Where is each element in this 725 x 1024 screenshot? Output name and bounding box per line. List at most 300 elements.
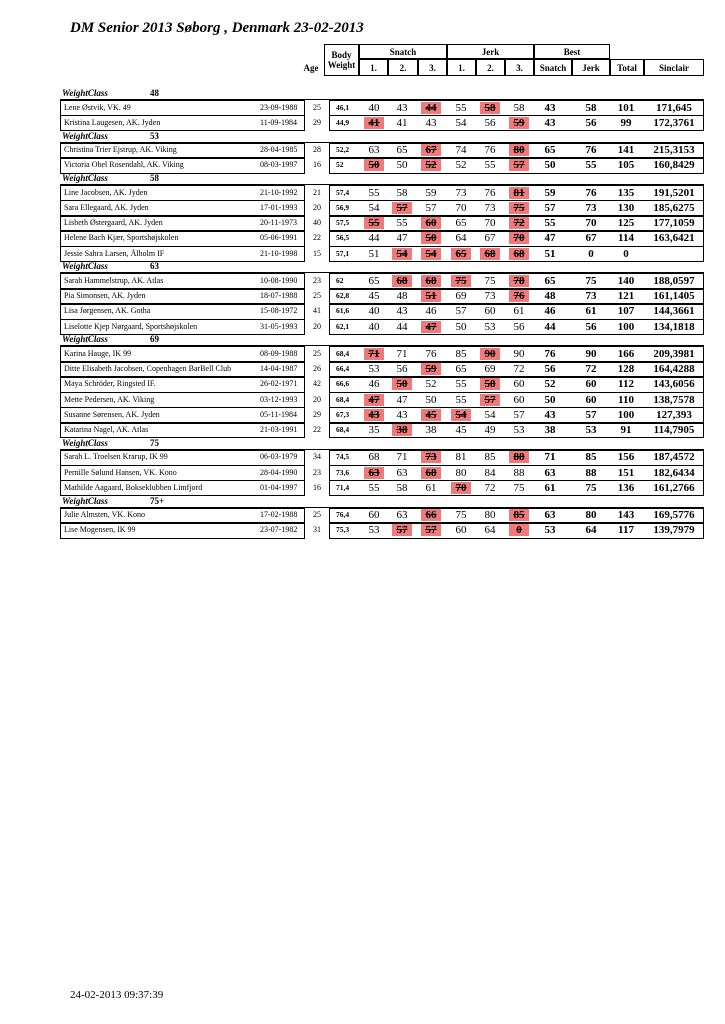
body-weight-header: Body Weight xyxy=(324,44,359,76)
weight-class-heading xyxy=(62,88,159,98)
best-snatch: 52 xyxy=(544,378,556,391)
sinclair: 161,2766 xyxy=(653,481,695,494)
total: 143 xyxy=(617,509,635,521)
snatch-attempt-3: 66 xyxy=(421,509,441,521)
birth-date: 03-12-1993 xyxy=(260,394,298,404)
lifter-age: 22 xyxy=(313,425,321,434)
sinclair: 134,1818 xyxy=(653,320,695,333)
birth-date: 08-09-1988 xyxy=(260,348,298,358)
body-weight: 67,3 xyxy=(336,409,350,419)
snatch-attempt-1: 55 xyxy=(364,217,384,229)
best-jerk: 73 xyxy=(585,201,597,214)
body-weight: 56,9 xyxy=(336,202,350,212)
jerk-attempt-1: 69 xyxy=(455,290,467,302)
sinclair: 163,6421 xyxy=(653,232,695,245)
jerk-attempt-1: 75 xyxy=(455,509,467,521)
jerk-attempt-1: 54 xyxy=(455,116,467,129)
body-weight: 52 xyxy=(336,160,344,170)
best-jerk: 70 xyxy=(585,217,597,229)
snatch-attempt-3: 52 xyxy=(421,159,441,171)
best-jerk-header: Jerk xyxy=(572,59,610,76)
total: 100 xyxy=(617,320,635,333)
weight-class-heading xyxy=(62,130,159,141)
sinclair: 161,1405 xyxy=(653,290,695,302)
body-weight: 74,5 xyxy=(336,452,350,462)
weight-class-heading xyxy=(62,437,159,448)
best-snatch: 50 xyxy=(544,393,556,406)
snatch-attempt-2: 71 xyxy=(396,347,408,360)
total: 114 xyxy=(618,232,634,245)
body-weight: 62 xyxy=(336,275,344,285)
birth-date: 21-10-1992 xyxy=(260,187,298,197)
lifter-name: Sarah L. Troelsen Krarup, IK 99 xyxy=(64,452,168,462)
snatch-attempt-3: 50 xyxy=(425,393,437,406)
snatch-attempt-3: 38 xyxy=(425,424,437,436)
best-jerk: 56 xyxy=(585,116,597,129)
snatch-attempt-2: 47 xyxy=(396,393,408,406)
lifter-age: 34 xyxy=(313,452,321,462)
snatch-attempt-3: 61 xyxy=(425,481,437,494)
body-weight: 46,1 xyxy=(336,102,350,112)
snatch-header: Snatch xyxy=(359,44,447,59)
jerk-attempt-1: 64 xyxy=(455,232,467,245)
jerk-attempt-3: 75 xyxy=(509,202,529,214)
body-weight: 52,2 xyxy=(336,145,350,154)
lifter-name: Susanne Sørensen, AK. Jyden xyxy=(64,409,160,419)
body-weight: 66,4 xyxy=(336,364,350,373)
lifter-name: Lise Mogensen, IK 99 xyxy=(64,525,136,535)
snatch-attempt-1: 53 xyxy=(368,363,380,375)
birth-date: 23-07-1982 xyxy=(260,525,298,535)
total: 156 xyxy=(617,451,635,464)
snatch-attempt-1: 41 xyxy=(364,117,384,129)
lifter-name: Lisa Jørgensen, AK. Gotha xyxy=(64,306,151,316)
best-jerk: 64 xyxy=(585,524,597,537)
jerk-attempt-1: 81 xyxy=(455,451,467,464)
snatch-attempt-3: 57 xyxy=(425,201,437,214)
lifter-age: 20 xyxy=(313,394,321,404)
lifter-age: 42 xyxy=(313,379,321,389)
body-weight: 73,6 xyxy=(336,467,350,477)
jerk-attempt-2: 64 xyxy=(484,524,496,537)
jerk-attempt-2: 76 xyxy=(484,186,496,199)
snatch-attempt-2: 48 xyxy=(396,290,408,302)
snatch-attempt-3: 46 xyxy=(425,305,437,318)
jerk-attempt-2: 76 xyxy=(484,144,496,156)
birth-date: 18-07-1988 xyxy=(260,291,298,300)
lifter-name: Christina Trier Ejstrup, AK. Viking xyxy=(64,145,177,154)
jerk-attempt-1: 74 xyxy=(455,144,467,156)
best-jerk: 60 xyxy=(585,393,597,406)
total-header: Total xyxy=(610,59,644,76)
snatch-attempt-2: 55 xyxy=(396,217,408,229)
sinclair: 114,7905 xyxy=(653,424,695,436)
jerk-attempt-1: 65 xyxy=(451,248,471,260)
snatch-attempt-1: 43 xyxy=(364,409,384,421)
lifter-name: Jessie Sahra Larsen, Ålholm IF xyxy=(64,248,165,258)
lifter-name: Mette Pedersen, AK. Viking xyxy=(64,394,155,404)
lifter-age: 29 xyxy=(313,409,321,419)
total: 141 xyxy=(617,144,635,156)
snatch-attempt-3: 54 xyxy=(421,248,441,260)
snatch-attempt-2: 43 xyxy=(396,305,408,318)
best-snatch: 63 xyxy=(544,509,556,521)
best-snatch: 48 xyxy=(544,290,556,302)
jerk-attempt-3: 53 xyxy=(513,424,525,436)
best-jerk: 53 xyxy=(585,424,597,436)
snatch-attempt-3: 76 xyxy=(425,347,437,360)
lifter-name: Pernille Sølund Hansen, VK. Kono xyxy=(64,467,177,477)
jerk-attempt-1: 85 xyxy=(455,347,467,360)
best-jerk: 72 xyxy=(585,363,597,375)
best-jerk: 90 xyxy=(585,347,597,360)
total: 107 xyxy=(617,305,635,318)
jerk-attempt-2: 73 xyxy=(484,290,496,302)
jerk-attempt-2: 55 xyxy=(484,159,496,172)
weight-class-heading xyxy=(62,334,159,345)
jerk-attempt-3: 78 xyxy=(509,275,529,287)
jerk-attempt-3: 56 xyxy=(513,320,525,333)
birth-date: 01-04-1997 xyxy=(260,482,298,492)
body-weight: 44,9 xyxy=(336,117,350,127)
jerk-attempt-3: 60 xyxy=(513,393,525,406)
weight-class-value: 75+ xyxy=(150,495,165,506)
best-header: Best xyxy=(534,44,610,59)
total: 136 xyxy=(617,481,635,494)
weight-class-label: WeightClass xyxy=(62,437,108,448)
jerk-attempt-3: 76 xyxy=(509,290,529,302)
jerk-attempt-3: 75 xyxy=(513,481,525,494)
lifter-age: 23 xyxy=(313,467,321,477)
body-weight: 62,8 xyxy=(336,291,350,300)
body-weight: 57,1 xyxy=(336,248,350,258)
birth-date: 28-04-1990 xyxy=(260,467,298,477)
best-snatch: 38 xyxy=(544,424,556,436)
best-jerk: 61 xyxy=(585,305,597,318)
lifter-name: Lisbeth Østergaard, AK. Jyden xyxy=(64,218,163,227)
total: 125 xyxy=(617,217,635,229)
best-snatch: 65 xyxy=(544,144,556,156)
snatch-attempt-1: 40 xyxy=(368,320,380,333)
best-snatch: 44 xyxy=(544,320,556,333)
total: 99 xyxy=(620,116,632,129)
snatch-attempt-3: 43 xyxy=(425,116,437,129)
snatch-attempt-2: 54 xyxy=(392,248,412,260)
snatch-3-header: 3. xyxy=(418,59,447,76)
jerk-attempt-1: 45 xyxy=(455,424,467,436)
snatch-attempt-2: 41 xyxy=(396,116,408,129)
sinclair: 191,5201 xyxy=(653,186,695,199)
snatch-attempt-1: 55 xyxy=(368,481,380,494)
birth-date: 06-03-1979 xyxy=(260,452,298,462)
jerk-attempt-3: 90 xyxy=(513,347,525,360)
jerk-attempt-2: 53 xyxy=(484,320,496,333)
jerk-attempt-2: 67 xyxy=(484,232,496,245)
jerk-attempt-2: 72 xyxy=(484,481,496,494)
lifter-name: Katarina Nagel, AK. Atlas xyxy=(64,425,149,434)
snatch-attempt-2: 58 xyxy=(396,481,408,494)
lifter-age: 25 xyxy=(313,348,321,358)
best-snatch: 43 xyxy=(544,101,556,114)
birth-date: 15-08-1972 xyxy=(260,306,298,316)
total: 112 xyxy=(618,378,634,391)
birth-date: 31-05-1993 xyxy=(260,321,298,331)
lifter-age: 26 xyxy=(313,364,321,373)
jerk-attempt-2: 84 xyxy=(484,466,496,479)
snatch-attempt-2: 58 xyxy=(396,186,408,199)
total: 101 xyxy=(617,101,635,114)
lifter-age: 41 xyxy=(313,306,321,316)
best-jerk: 76 xyxy=(585,144,597,156)
snatch-attempt-1: 51 xyxy=(368,247,380,260)
jerk-attempt-3: 88 xyxy=(513,466,525,479)
best-snatch: 61 xyxy=(544,481,556,494)
snatch-attempt-2: 50 xyxy=(396,159,408,172)
weight-class-value: 48 xyxy=(150,88,159,98)
jerk-attempt-3: 61 xyxy=(513,305,525,318)
snatch-attempt-1: 65 xyxy=(368,274,380,287)
jerk-attempt-3: 70 xyxy=(509,232,529,244)
snatch-attempt-3: 45 xyxy=(421,409,441,421)
birth-date: 17-01-1993 xyxy=(260,202,298,212)
best-snatch: 47 xyxy=(544,232,556,245)
snatch-attempt-2: 47 xyxy=(396,232,408,245)
sinclair: 171,645 xyxy=(656,101,692,114)
birth-date: 28-04-1985 xyxy=(260,145,298,154)
snatch-attempt-1: 63 xyxy=(364,467,384,479)
total: 105 xyxy=(617,159,635,172)
best-jerk: 75 xyxy=(585,274,597,287)
snatch-attempt-3: 68 xyxy=(421,467,441,479)
sinclair: 177,1059 xyxy=(653,217,695,229)
weight-class-label: WeightClass xyxy=(62,334,108,345)
lifter-age: 23 xyxy=(313,275,321,285)
body-weight: 68,4 xyxy=(336,394,350,404)
jerk-attempt-1: 65 xyxy=(455,217,467,229)
weight-class-label: WeightClass xyxy=(62,130,108,141)
jerk-attempt-3: 85 xyxy=(509,509,529,521)
snatch-attempt-1: 50 xyxy=(364,159,384,171)
snatch-attempt-1: 40 xyxy=(368,305,380,318)
body-weight: 68,4 xyxy=(336,425,350,434)
snatch-attempt-3: 51 xyxy=(421,290,441,302)
body-weight: 61,6 xyxy=(336,306,350,316)
sinclair: 185,6275 xyxy=(653,201,695,214)
jerk-attempt-2: 57 xyxy=(480,394,500,406)
sinclair: 182,6434 xyxy=(653,466,695,479)
lifter-name: Kristina Laugesen, AK. Jyden xyxy=(64,117,161,127)
lifter-name: Line Jacobsen, AK. Jyden xyxy=(64,187,148,197)
lifter-name: Liselotte Kjep Nørgaard, Sportshøjskolen xyxy=(64,321,198,331)
lifter-name: Sara Ellegaard, AK. Jyden xyxy=(64,202,149,212)
total: 166 xyxy=(617,347,635,360)
sinclair: 164,4288 xyxy=(653,363,695,375)
weight-class-value: 58 xyxy=(150,173,159,183)
jerk-2-header: 2. xyxy=(476,59,505,76)
best-jerk: 73 xyxy=(585,290,597,302)
jerk-attempt-1: 55 xyxy=(455,101,467,114)
snatch-attempt-3: 59 xyxy=(425,186,437,199)
snatch-attempt-3: 50 xyxy=(421,232,441,244)
snatch-attempt-2: 57 xyxy=(392,202,412,214)
sinclair: 169,5776 xyxy=(653,509,695,521)
sinclair: 138,7578 xyxy=(653,393,695,406)
weight-class-heading xyxy=(62,495,165,506)
body-weight: 57,5 xyxy=(336,218,350,227)
lifter-age: 25 xyxy=(313,102,321,112)
birth-date: 14-04-1987 xyxy=(260,364,298,373)
jerk-attempt-2: 70 xyxy=(484,217,496,229)
best-snatch: 71 xyxy=(544,451,556,464)
best-jerk: 76 xyxy=(585,186,597,199)
snatch-1-header: 1. xyxy=(359,59,388,76)
jerk-attempt-2: 58 xyxy=(480,378,500,390)
jerk-1-header: 1. xyxy=(447,59,476,76)
lifter-age: 29 xyxy=(313,117,321,127)
lifter-name: Julie Almsten, VK. Kono xyxy=(64,510,145,519)
jerk-attempt-2: 69 xyxy=(484,363,496,375)
lifter-age: 25 xyxy=(313,510,321,519)
jerk-attempt-2: 49 xyxy=(484,424,496,436)
snatch-attempt-1: 47 xyxy=(364,394,384,406)
snatch-attempt-2: 63 xyxy=(396,466,408,479)
weight-class-value: 53 xyxy=(150,130,159,141)
jerk-attempt-1: 70 xyxy=(455,201,467,214)
lifter-name: Helene Bach Kjær, Sportshøjskolen xyxy=(64,233,179,243)
best-snatch: 50 xyxy=(544,159,556,172)
snatch-attempt-2: 65 xyxy=(396,144,408,156)
lifter-name: Mathilde Aagaard, Bokseklubben Limfjord xyxy=(64,482,203,492)
total: 151 xyxy=(617,466,635,479)
sinclair: 188,0597 xyxy=(653,274,695,287)
lifter-age: 22 xyxy=(313,233,321,243)
birth-date: 26-02-1971 xyxy=(260,379,298,389)
lifter-age: 20 xyxy=(313,321,321,331)
snatch-attempt-2: 50 xyxy=(392,378,412,390)
best-snatch: 76 xyxy=(544,347,556,360)
snatch-attempt-1: 53 xyxy=(368,524,380,537)
jerk-attempt-1: 50 xyxy=(455,320,467,333)
snatch-attempt-3: 59 xyxy=(421,363,441,375)
lifter-age: 16 xyxy=(313,482,321,492)
snatch-attempt-1: 63 xyxy=(368,144,380,156)
jerk-attempt-3: 57 xyxy=(509,159,529,171)
total: 130 xyxy=(617,201,635,214)
weight-class-value: 69 xyxy=(150,334,159,345)
best-snatch: 43 xyxy=(544,116,556,129)
lifter-age: 40 xyxy=(313,218,321,227)
jerk-attempt-1: 73 xyxy=(455,186,467,199)
jerk-header: Jerk xyxy=(447,44,534,59)
lifter-age: 28 xyxy=(313,145,321,154)
jerk-attempt-1: 70 xyxy=(451,482,471,494)
weight-class-label: WeightClass xyxy=(62,173,108,183)
weight-class-label: WeightClass xyxy=(62,88,108,98)
best-snatch: 57 xyxy=(544,201,556,214)
snatch-attempt-3: 47 xyxy=(421,321,441,333)
age-header: Age xyxy=(303,63,319,73)
total: 128 xyxy=(617,363,635,375)
jerk-attempt-2: 75 xyxy=(484,274,496,287)
best-jerk: 67 xyxy=(585,232,597,245)
total: 100 xyxy=(617,408,635,421)
jerk-attempt-3: 88 xyxy=(509,451,529,463)
snatch-attempt-2: 43 xyxy=(396,408,408,421)
jerk-attempt-2: 60 xyxy=(484,305,496,318)
lifter-name: Maya Schröder, Ringsted IF. xyxy=(64,379,156,389)
snatch-attempt-3: 57 xyxy=(421,524,441,536)
sinclair: 160,8429 xyxy=(653,159,695,172)
snatch-attempt-3: 60 xyxy=(421,217,441,229)
snatch-attempt-2: 43 xyxy=(396,101,408,114)
jerk-attempt-1: 57 xyxy=(455,305,467,318)
snatch-attempt-1: 60 xyxy=(368,509,380,521)
sinclair: 209,3981 xyxy=(653,347,695,360)
snatch-attempt-3: 73 xyxy=(421,451,441,463)
body-weight: 68,4 xyxy=(336,348,350,358)
jerk-attempt-1: 52 xyxy=(455,159,467,172)
birth-date: 11-09-1984 xyxy=(260,117,298,127)
snatch-attempt-1: 45 xyxy=(368,290,380,302)
best-snatch-header: Snatch xyxy=(534,59,572,76)
total: 140 xyxy=(617,274,635,287)
best-snatch: 65 xyxy=(544,274,556,287)
jerk-attempt-2: 85 xyxy=(484,451,496,464)
snatch-attempt-2: 68 xyxy=(392,275,412,287)
best-snatch: 55 xyxy=(544,217,556,229)
birth-date: 05-11-1984 xyxy=(260,409,298,419)
jerk-attempt-3: 60 xyxy=(513,378,525,391)
lifter-age: 21 xyxy=(313,187,321,197)
birth-date: 08-03-1997 xyxy=(260,160,298,170)
jerk-attempt-3: 68 xyxy=(509,248,529,260)
snatch-attempt-2: 44 xyxy=(396,320,408,333)
best-snatch: 56 xyxy=(544,363,556,375)
best-jerk: 57 xyxy=(585,408,597,421)
best-jerk: 55 xyxy=(585,159,597,172)
lifter-age: 25 xyxy=(313,291,321,300)
snatch-attempt-1: 54 xyxy=(368,201,380,214)
body-weight: 56,5 xyxy=(336,233,350,243)
snatch-attempt-2: 63 xyxy=(396,509,408,521)
jerk-attempt-1: 55 xyxy=(455,393,467,406)
snatch-attempt-1: 68 xyxy=(368,451,380,464)
jerk-attempt-2: 80 xyxy=(484,509,496,521)
best-snatch: 43 xyxy=(544,408,556,421)
snatch-attempt-3: 68 xyxy=(421,275,441,287)
best-jerk: 58 xyxy=(585,101,597,114)
sinclair: 215,3153 xyxy=(653,144,695,156)
jerk-attempt-3: 59 xyxy=(509,117,529,129)
body-weight: 71,4 xyxy=(336,482,350,492)
lifter-name: Pia Simonsen, AK. Jyden xyxy=(64,291,146,300)
best-jerk: 80 xyxy=(585,509,597,521)
weight-class-heading xyxy=(62,173,159,183)
lifter-name: Ditte Elisabeth Jacobsen, Copenhagen BarBell Club xyxy=(64,364,232,373)
best-jerk: 85 xyxy=(585,451,597,464)
print-timestamp: 24-02-2013 09:37:39 xyxy=(70,989,164,1001)
best-snatch: 46 xyxy=(544,305,556,318)
jerk-attempt-1: 55 xyxy=(455,378,467,391)
lifter-age: 20 xyxy=(313,202,321,212)
sinclair: 143,6056 xyxy=(653,378,695,391)
birth-date: 21-10-1998 xyxy=(260,248,298,258)
jerk-attempt-2: 58 xyxy=(480,102,500,114)
jerk-attempt-1: 75 xyxy=(451,275,471,287)
snatch-attempt-1: 46 xyxy=(368,378,380,391)
jerk-attempt-3: 72 xyxy=(513,363,525,375)
lifter-age: 15 xyxy=(313,248,321,258)
